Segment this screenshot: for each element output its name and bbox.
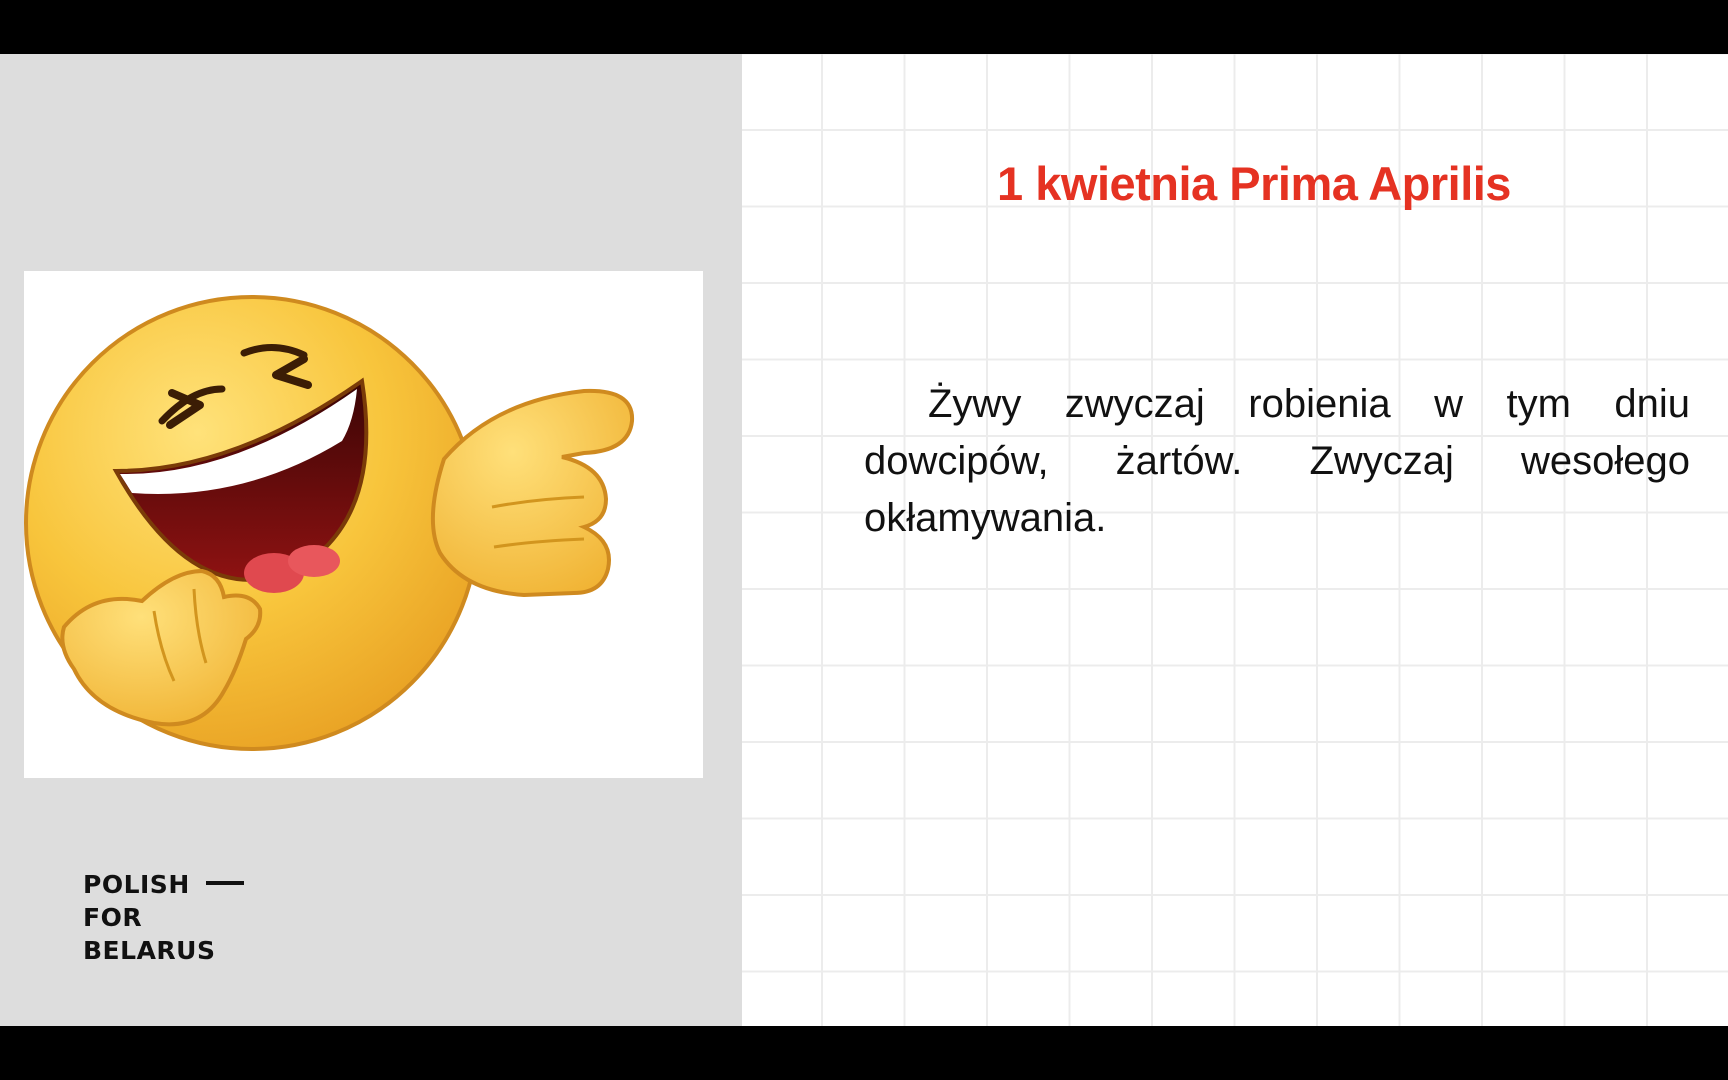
brand-line-3: BELARUS <box>83 936 216 965</box>
brand-dash <box>206 881 244 885</box>
letterbox-bottom <box>0 1026 1728 1080</box>
letterbox-top <box>0 0 1728 54</box>
brand-line-2: FOR <box>83 903 143 932</box>
left-panel <box>0 54 742 1026</box>
brand-line-1: POLISH <box>83 868 244 901</box>
brand-logo <box>83 868 244 967</box>
presentation-slide <box>0 54 1728 1026</box>
slide-title: 1 kwietnia Prima Aprilis <box>997 157 1511 210</box>
slide-body-text: Żywy zwyczaj robienia w tym dniu dowcipów, żartów. Zwyczaj wesołego okłamywania. <box>864 382 1690 540</box>
laughing-emoji-image <box>24 271 703 778</box>
